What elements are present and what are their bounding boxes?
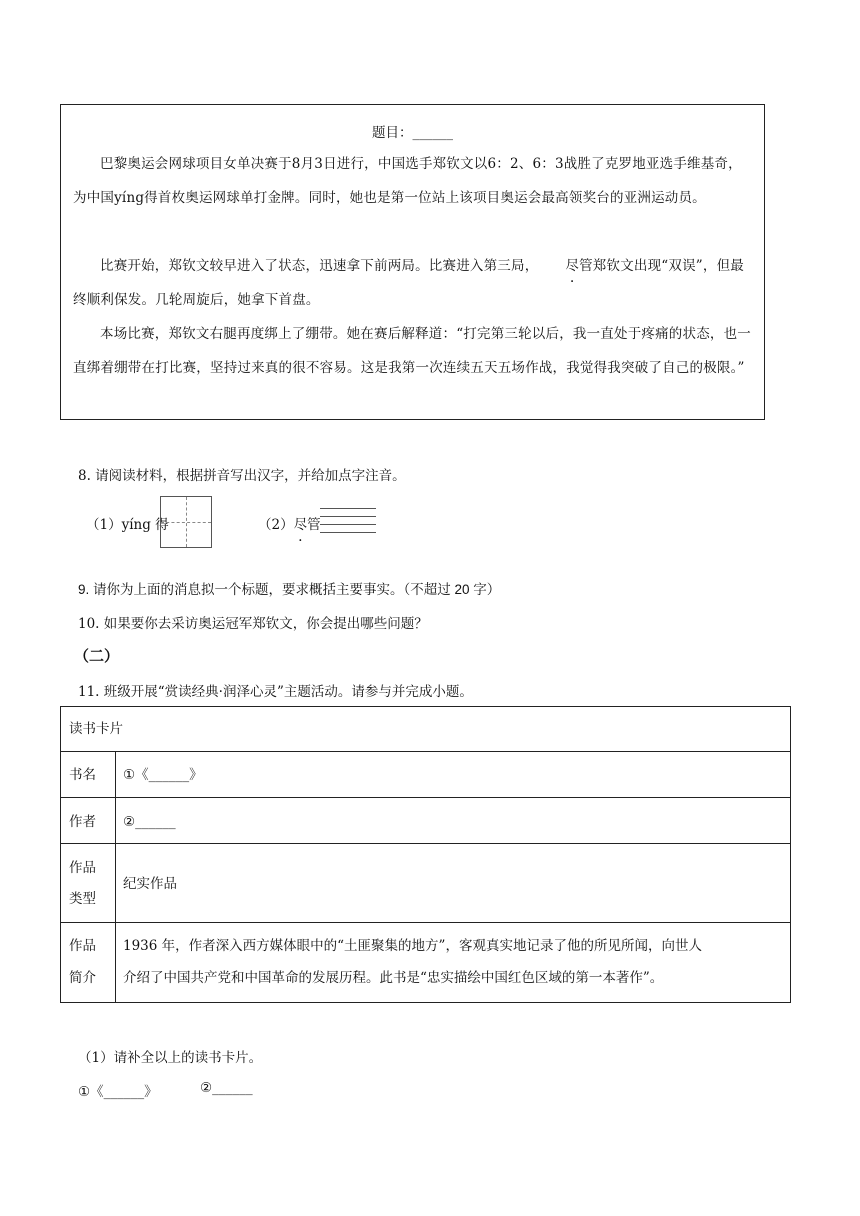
answer-author-blank[interactable]: ②______ [200,1080,253,1096]
news-paragraph-2 [73,249,753,317]
pinyin-line [320,524,376,525]
pinyin-writing-lines[interactable] [320,508,376,534]
news-title-blank: 题目：______ [372,125,453,141]
news-paragraph-3: 本场比赛，郑钦文右腿再度绑上了绷带。她在赛后解释道：“打完第三轮以后，我一直处于疼痛的状态，也一直绑着绷带在打比赛，坚持过来真的很不容易。这是我第一次连续五天五场作战，我觉得我突破了自己的极限。” [73,326,751,376]
table-row-divider [61,843,790,844]
dotted-char-jin: 尽 [565,258,580,274]
news-paragraph-2-start: 比赛开始，郑钦文较早进入了状态，迅速拿下前两局。比赛进入第三局， [100,258,539,274]
news-material-box [60,104,765,420]
label-type-line1: 作品 [69,860,96,876]
q8-sub2-char: 管 [307,517,321,533]
table-row-divider [61,922,790,923]
table-row-divider [61,797,790,798]
value-author-blank[interactable]: ②______ [123,814,176,830]
value-intro-line1: 1936 年，作者深入西方媒体眼中的“土匪聚集的地方”，客观真实地记录了他的所见所闻，向世人 [123,938,702,954]
value-type: 纪实作品 [123,876,177,892]
value-intro-line2: 介绍了中国共产党和中国革命的发展历程。此书是“忠实描绘中国红色区域的第一本著作”。 [123,970,664,986]
q8-sub2-dotted-char: 尽 [293,517,308,533]
answer-book-title-blank[interactable]: ①《______》 [78,1084,158,1100]
table-row-divider [61,751,790,752]
label-intro-line1: 作品 [69,938,96,954]
tian-zi-grid-answer-box[interactable] [160,496,212,548]
question-8: 8. 请阅读材料，根据拼音写出汉字，并给加点字注音。 [78,468,406,484]
pinyin-line [320,508,376,509]
section-heading-2: （二） [74,647,120,665]
reading-card-table [60,706,791,1003]
label-intro-line2: 简介 [69,970,96,986]
question-11: 11. 班级开展“赏读经典·润泽心灵”主题活动。请参与并完成小题。 [78,684,473,700]
card-header: 读书卡片 [69,721,123,737]
value-book-title-blank[interactable]: ①《______》 [123,767,203,783]
question-9: 9. 请你为上面的消息拟一个标题，要求概括主要事实。（不超过 20 字） [78,582,501,597]
label-author: 作者 [69,814,96,830]
q8-sub1-label: （1）yíng 得 [86,517,169,533]
sub-question-1: （1）请补全以上的读书卡片。 [78,1050,263,1066]
pinyin-line [320,532,376,533]
label-book-title: 书名 [69,767,96,783]
question-10: 10. 如果要你去采访奥运冠军郑钦文，你会提出哪些问题？ [78,616,428,632]
label-type-line2: 类型 [69,891,96,907]
table-column-divider [115,751,116,1002]
q8-sub2-label [258,513,321,533]
pinyin-line [320,516,376,517]
grid-vertical-guide [186,497,187,547]
news-paragraph-1: 巴黎奥运会网球项目女单决赛于8月3日进行，中国选手郑钦文以6：2、6：3战胜了克罗地亚选手维基奇，为中国yíng得首枚奥运网球单打金牌。同时，她也是第一位站上该项目奥运会最高领奖台的亚洲运动员。 [73,156,742,206]
question-8-subitems [86,496,486,548]
news-paragraph-2-end: 管郑钦文出现“双误”，但最终顺利保发。几轮周旋后，她拿下首盘。 [73,258,745,308]
q8-sub2-prefix: （2） [258,517,294,533]
